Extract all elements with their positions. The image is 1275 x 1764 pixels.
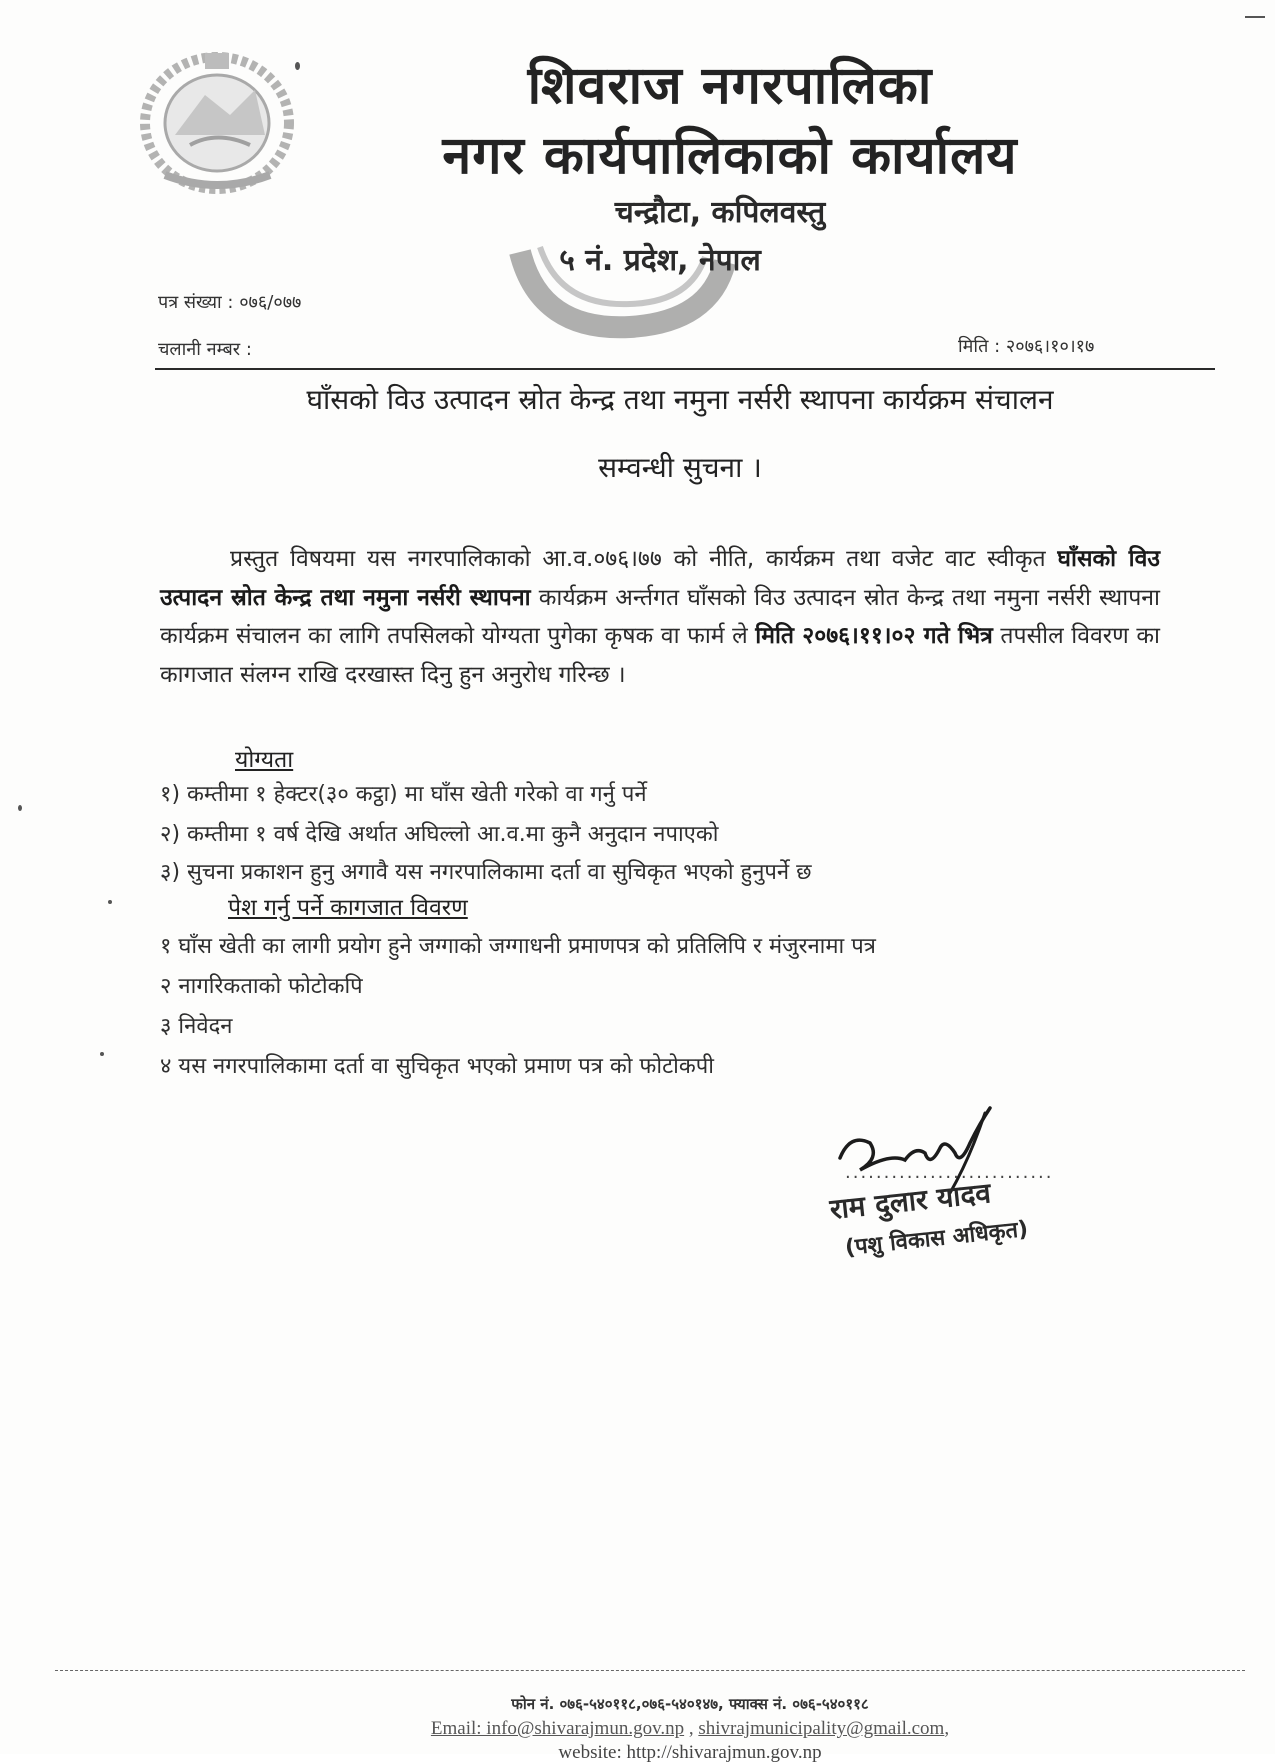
body-text-2: कार्यक्रम अर्न्तगत घाँसको विउ उत्पादन स्रोत केन्द्र तथा नमुना नर्सरी स्थापना कार्यक्रम संचालन का लागि तपसिलको योग्यता पुगेका कृषक वा फार्म ले [160, 584, 1160, 649]
scan-speck [1245, 16, 1265, 18]
body-paragraph [160, 540, 1160, 694]
signatory-name: राम दुलार यादव [828, 1176, 993, 1226]
scan-speck [100, 1052, 104, 1056]
footer-email-primary[interactable]: Email: info@shivarajmun.gov.np [430, 1718, 685, 1739]
document-item: २ नागरिकताको फोटोकपि [160, 974, 363, 999]
eligibility-item: ३) सुचना प्रकाशन हुनु अगावै यस नगरपालिकामा दर्ता वा सुचिकृत भएको हुनुपर्ने छ [160, 860, 812, 885]
footer-email-alt[interactable]: shivrajmunicipality@gmail.com [698, 1718, 945, 1739]
signatory-title: (पशु विकास अधिकृत) [843, 1216, 1030, 1261]
eligibility-item: २) कम्तीमा १ वर्ष देखि अर्थात अघिल्लो आ.व.मा कुनै अनुदान नपाएको [160, 822, 719, 847]
address-line-2: ५ नं. प्रदेश, नेपाल [559, 243, 761, 278]
org-name: शिवराज नगरपालिका [527, 56, 933, 116]
footer-email [300, 1718, 1080, 1740]
subject-line-1: घाँसको विउ उत्पादन स्रोत केन्द्र तथा नमुना नर्सरी स्थापना कार्यक्रम संचालन [306, 383, 1054, 416]
footer-phone: फोन नं. ०७६-५४०११८,०७६-५४०१४७, फ्याक्स नं. ०७६-५४०११८ [511, 1695, 869, 1713]
footer-website[interactable]: website: http://shivarajmun.gov.np [558, 1742, 822, 1763]
document-item: ३ निवेदन [160, 1014, 233, 1039]
subject-line-2: सम्वन्धी सुचना । [598, 451, 762, 484]
signature-line: ........................... [845, 1162, 1054, 1183]
letter-number: पत्र संख्या : ०७६/०७७ [158, 292, 302, 313]
body-bold-2: मिति २०७६।११।०२ गते भित्र [755, 623, 993, 649]
document-item: ४ यस नगरपालिकामा दर्ता वा सुचिकृत भएको प्रमाण पत्र को फोटोकपी [160, 1054, 714, 1079]
document-item: १ घाँस खेती का लागी प्रयोग हुने जग्गाको जग्गाधनी प्रमाणपत्र को प्रतिलिपि र मंजुरनामा पत्र [160, 934, 876, 959]
body-bold-1: घाँसको विउ उत्पादन स्रोत केन्द्र तथा नमुना नर्सरी स्थापना [160, 546, 1160, 611]
footer-email-end: , [944, 1718, 950, 1739]
eligibility-item: १) कम्तीमा १ हेक्टर(३० कट्ठा) मा घाँस खेती गरेको वा गर्नु पर्ने [160, 782, 647, 807]
scan-speck [18, 805, 22, 811]
scan-speck [295, 62, 300, 70]
eligibility-heading: योग्यता [235, 747, 294, 773]
documents-heading: पेश गर्नु पर्ने कागजात विवरण [228, 895, 468, 921]
footer-email-separator: , [684, 1718, 699, 1739]
letter-date: मिति : २०७६।१०।१७ [958, 336, 1095, 357]
office-name: नगर कार्यपालिकाको कार्यालय [442, 126, 1018, 186]
body-text-3: तपसील विवरण का कागजात संलग्न राखि दरखास्त दिनु हुन अनुरोध गरिन्छ । [160, 623, 1160, 688]
address-line-1: चन्द्रौटा, कपिलवस्तु [614, 195, 826, 230]
scan-speck [108, 900, 112, 904]
body-text-1: प्रस्तुत विषयमा यस नगरपालिकाको आ.व.०७६।७७ को नीति, कार्यक्रम तथा वजेट वाट स्वीकृत [230, 546, 1058, 572]
footer-divider [55, 1670, 1245, 1671]
nepal-emblem-icon [135, 45, 300, 195]
dispatch-number: चलानी नम्बर : [158, 339, 252, 360]
header-divider [155, 368, 1215, 370]
